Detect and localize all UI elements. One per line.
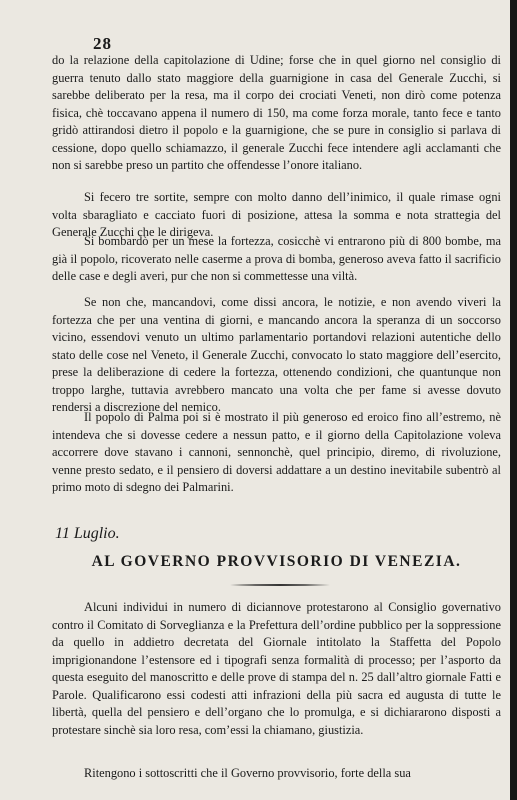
paragraph-continuation: Ritengono i sottoscritti che il Governo provvisorio, forte della sua bbox=[84, 766, 411, 780]
paragraph-protest: Alcuni individui in numero di diciannove protestarono al Consiglio governativo contro il Comitato di Sorveglianza e la Prefettura dell’ordine pubblico per la soppressione da quello in addietro decretata del Giornale intitolato la Staffetta del Popolo imprigionandone l’estensore ed i tipografi senza formalità di processo; per l’asporto da questa eseguito del manoscritto e delle prove di stampa del n. 25 dall’altro giornale Fatti e Parole. Qualificarono essi codesti atti infrazioni della più sacra ed augusta di tutte le libertà, quella del pensiero e dell’organo che lo promulga, e si dichiararono disposti a protestare sinchè sia loro resa, com’essi la chiamano, giustizia. bbox=[52, 600, 501, 737]
page-number: 28 bbox=[93, 34, 112, 53]
paragraph-people-of-palma: Il popolo di Palma poi si è mostrato il più generoso ed eroico fino all’estremo, nè intendeva che si dovesse cedere a nessun patto, e il giorno della Capitolazione voleva accorrere dove stavano i cannoni, sennonchè, quel principio, diremo, di rivoluzione, venne presto sedato, e il pensiero di doversi addattare a un destino inevitabile subentrò al primo moto di sdegno dei Palmarini. bbox=[52, 410, 501, 495]
ornamental-rule bbox=[230, 583, 330, 587]
paragraph-bombardment: Si bombardò per un mese la fortezza, cosicchè vi entrarono più di 800 bombe, ma già il popolo, ricoverato nelle caserme a prova di bomba, generoso aveva fatto il sacrificio delle case e degli averi, pur che non si commettesse una viltà. bbox=[52, 234, 501, 284]
date-label: 11 Luglio. bbox=[55, 525, 120, 542]
section-header bbox=[52, 525, 501, 600]
paragraph-sorties: Si fecero tre sortite, sempre con molto danno dell’inimico, il quale rimase ogni volta sbaragliato e cacciato fuori di posizione, attesa la somma e nota strattegia del Generale Zucchi che le dirigeva. bbox=[52, 190, 501, 240]
paragraph-surrender: Se non che, mancandovi, come dissi ancora, le notizie, e non avendo viveri la fortezza che per una ventina di giorni, e mancando ancora la speranza di un soccorso vicino, essendovi venuto un ultimo parlamentario portandovi relazioni autentiche dello stato delle cose nel Veneto, il Generale Zucchi, convocato lo stato maggiore dell’esercito, prese la deliberazione di cedere la fortezza, ottenendo condizioni, che quantunque non troppo larghe, tuttavia avrebbero mancato una volta che per fame si avesse dovuto rendersi a discrezione del nemico. bbox=[52, 295, 501, 415]
section-heading: AL GOVERNO PROVVISORIO DI VENEZIA. bbox=[91, 553, 462, 570]
page-edge-shadow bbox=[510, 0, 517, 800]
paragraph-capitulation: do la relazione della capitolazione di Udine; forse che in quel giorno nel consiglio di guerra tenuto dallo stato maggiore della guarnigione in casa del Generale Zucchi, si sarebbe deliberato per la resa, ma il corpo dei crociati Veneti, non dirò come potenza fisica, chè toccavano appena il numero di 150, ma come forza morale, tanto fece e tanto gridò attirandosi dietro il popolo e la guarnigione, che se pure in consiglio si parlava di cessione, dopo quello schiamazzo, il generale Zucchi fece intendere agli acclamanti che non si sarebbe preso un partito che offendesse l’onore italiano. bbox=[52, 53, 501, 173]
